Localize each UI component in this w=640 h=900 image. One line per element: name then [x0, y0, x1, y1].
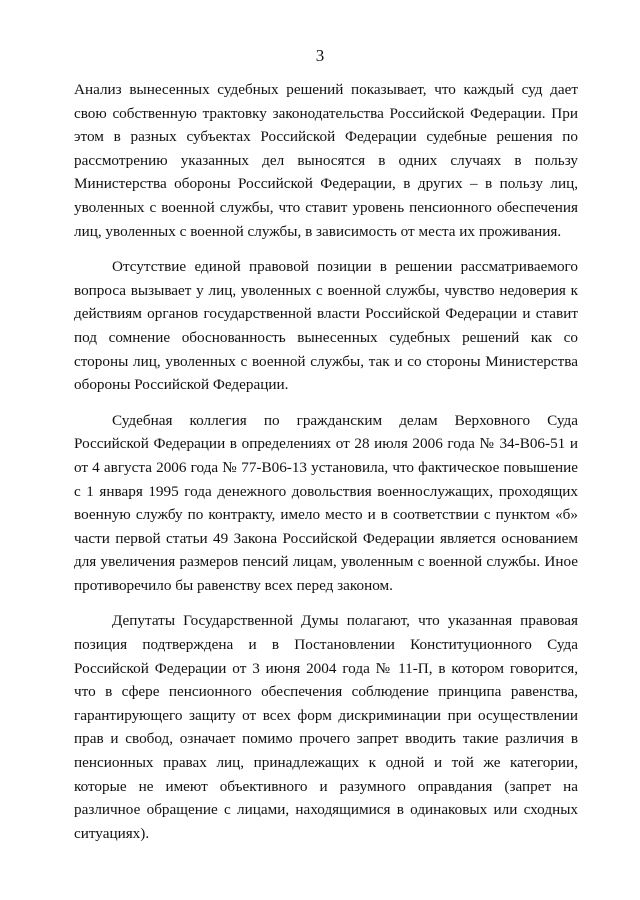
text-line: ситуациях).	[74, 824, 150, 842]
document-body	[74, 78, 578, 857]
text-line: пенсионных правах лиц, принадлежащих к одной и той же категории,	[74, 754, 578, 772]
paragraph	[74, 609, 578, 845]
text-line: военную службу по контракту, имело место и в соответствии с пунктом «б»	[74, 506, 578, 524]
text-line: вопроса вызывает у лиц, уволенных с военной службы, чувство недоверия к	[74, 281, 578, 299]
text-line: уволенных с военной службы, что ставит уровень пенсионного обеспечения	[74, 198, 578, 216]
text-line: что в сфере пенсионного обеспечения соблюдение принципа равенства,	[74, 683, 578, 701]
paragraph	[74, 78, 578, 243]
text-line: Отсутствие единой правовой позиции в решении рассматриваемого	[112, 258, 578, 276]
paragraph	[74, 255, 578, 397]
text-line: от 4 августа 2006 года № 77-В06-13 установила, что фактическое повышение	[74, 458, 578, 476]
text-line: Анализ вынесенных судебных решений показывает, что каждый суд дает	[74, 81, 578, 98]
text-line: которые не имеют объективного и разумного оправдания (запрет на	[74, 777, 578, 795]
text-line: Министерства обороны Российской Федерации, в других – в пользу лиц,	[74, 175, 578, 193]
text-line: Российской Федерации в определениях от 28 июля 2006 года № 34-В06-51 и	[74, 435, 578, 453]
text-line: части первой статьи 49 Закона Российской Федерации является основанием	[74, 529, 578, 547]
text-line: стороны лиц, уволенных с военной службы, так и со стороны Министерства	[74, 352, 578, 370]
text-line: противоречило бы равенству всех перед законом.	[74, 576, 393, 594]
text-line: под сомнение обоснованность вынесенных судебных решений как со	[74, 328, 578, 346]
text-line: обороны Российской Федерации.	[74, 376, 289, 394]
text-line: позиция подтверждена и в Постановлении Конституционного Суда	[74, 636, 578, 654]
text-line: лиц, уволенных с военной службы, в зависимость от места их проживания.	[74, 222, 562, 240]
text-line: с 1 января 1995 года денежного довольствия военнослужащих, проходящих	[74, 482, 578, 500]
text-line: Депутаты Государственной Думы полагают, что указанная правовая	[112, 612, 578, 630]
text-line: свою собственную трактовку законодательства Российской Федерации. При	[74, 104, 578, 122]
text-line: Российской Федерации от 3 июня 2004 года № 11-П, в котором говорится,	[74, 659, 578, 677]
text-line: гарантирующего защиту от всех форм дискриминации при осуществлении	[74, 706, 578, 724]
text-line: действиям органов государственной власти Российской Федерации и ставит	[74, 305, 578, 323]
text-line: прав и свобод, означает помимо прочего запрет вводить такие различия в	[74, 730, 578, 748]
text-line: рассмотрению указанных дел выносятся в одних случаях в пользу	[74, 151, 578, 169]
paragraph	[74, 409, 578, 598]
text-line: Судебная коллегия по гражданским делам Верховного Суда	[112, 411, 578, 429]
text-line: этом в разных субъектах Российской Федерации судебные решения по	[74, 128, 578, 146]
text-line: для увеличения размеров пенсий лицам, уволенным с военной службы. Иное	[74, 553, 578, 571]
text-line: различное обращение с лицами, находящимися в одинаковых или сходных	[74, 801, 578, 819]
page-number: 3	[315, 46, 325, 65]
